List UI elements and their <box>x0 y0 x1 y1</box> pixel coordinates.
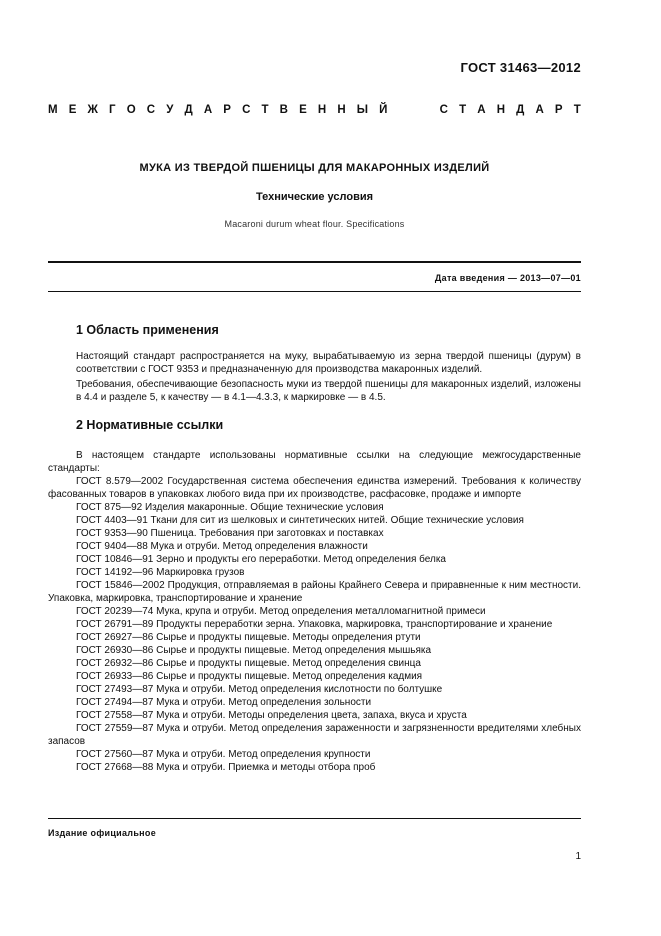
banner-letter: Т <box>573 104 581 116</box>
banner-letter: Т <box>261 104 269 116</box>
banner-letter: О <box>126 104 136 116</box>
reference-item: ГОСТ 27559—87 Мука и отруби. Метод определения зараженности и загрязненности вредителями хлебных запасов <box>48 723 581 747</box>
reference-item: ГОСТ 26791—89 Продукты переработки зерна. Упаковка, маркировка, транспортирование и хранение <box>76 619 553 630</box>
document-number: ГОСТ 31463—2012 <box>460 60 581 75</box>
banner-letter: С <box>242 104 251 116</box>
paragraph-text: Настоящий стандарт распространяется на муку, вырабатываемую из зерна твердой пшеницы (дурум) в соответствии с ГОСТ 9353 и предназначенную для производства макаронных изделий. <box>76 351 581 375</box>
title-divider <box>48 261 581 263</box>
banner-letter: Р <box>223 104 231 116</box>
reference-item: ГОСТ 27558—87 Мука и отруби. Методы определения цвета, запаха, вкуса и хруста <box>76 710 467 721</box>
banner-letter: А <box>203 104 213 116</box>
official-edition-label: Издание официальное <box>48 828 157 838</box>
section-1-paragraph-1 <box>48 350 581 376</box>
banner-letter: Н <box>496 104 506 116</box>
reference-item: ГОСТ 26930—86 Сырье и продукты пищевые. Метод определения мышьяка <box>76 645 432 656</box>
banner-letter: Е <box>299 104 307 116</box>
english-title: Macaroni durum wheat flour. Specifications <box>224 219 405 229</box>
banner-letter: А <box>477 104 486 116</box>
interstate-standard-banner <box>48 104 581 116</box>
banner-letter: С <box>146 104 156 116</box>
banner-letter: В <box>279 104 288 116</box>
reference-item: ГОСТ 9353—90 Пшеница. Требования при заготовках и поставках <box>76 528 384 539</box>
banner-letter: Н <box>337 104 346 116</box>
section-2-heading: 2 Нормативные ссылки <box>76 418 224 432</box>
introduction-date: Дата введения — 2013—07—01 <box>434 273 581 283</box>
date-divider <box>48 291 581 292</box>
reference-item: ГОСТ 20239—74 Мука, крупа и отруби. Метод определения металломагнитной примеси <box>76 606 486 617</box>
reference-item: ГОСТ 4403—91 Ткани для сит из шелковых и синтетических нитей. Общие технические условия <box>76 515 524 526</box>
banner-letter: Н <box>317 104 327 116</box>
document-subtitle: Технические условия <box>255 191 374 203</box>
reference-item: ГОСТ 26933—86 Сырье и продукты пищевые. Метод определения кадмия <box>76 671 423 682</box>
banner-letter: Д <box>184 104 193 116</box>
reference-item: ГОСТ 27560—87 Мука и отруби. Метод определения крупности <box>76 749 371 760</box>
reference-item: ГОСТ 27494—87 Мука и отруби. Метод определения зольности <box>76 697 372 708</box>
banner-letter: Й <box>379 104 388 116</box>
banner-letter: А <box>535 104 544 116</box>
reference-item: ГОСТ 26927—86 Сырье и продукты пищевые. Методы определения ртути <box>76 632 421 643</box>
reference-item: ГОСТ 8.579—2002 Государственная система обеспечения единства измерений. Требования к количеству фасованных товаров в упаковках любого вида при их производстве, расфасовке, продаже и импорте <box>48 476 581 500</box>
banner-letter: Е <box>68 104 77 116</box>
banner-letter: У <box>166 104 174 116</box>
banner-letter: М <box>48 104 58 116</box>
banner-word-gap <box>399 104 429 116</box>
banner-letter: Т <box>459 104 467 116</box>
reference-item: ГОСТ 27493—87 Мука и отруби. Метод определения кислотности по болтушке <box>76 684 443 695</box>
banner-letter: С <box>439 104 448 116</box>
reference-item: ГОСТ 15846—2002 Продукция, отправляемая в районы Крайнего Севера и приравненные к ним местности. Упаковка, маркировка, транспортирование и хранение <box>48 580 581 604</box>
paragraph-text: Требования, обеспечивающие безопасность муки из твердой пшеницы для макаронных изделий, изложены в 4.4 и разделе 5, к качеству — в 4.1—4.3.3, к маркировке — в 4.5. <box>76 379 581 403</box>
reference-item: ГОСТ 26932—86 Сырье и продукты пищевые. Метод определения свинца <box>76 658 421 669</box>
section-1-paragraph-2 <box>48 378 581 404</box>
document-title: МУКА ИЗ ТВЕРДОЙ ПШЕНИЦЫ ДЛЯ МАКАРОННЫХ ИЗДЕЛИЙ <box>139 162 490 174</box>
page-number: 1 <box>575 851 581 862</box>
section-2-intro: В настоящем стандарте использованы нормативные ссылки на следующие межгосударственные стандарты: <box>48 450 581 474</box>
reference-item: ГОСТ 10846—91 Зерно и продукты его переработки. Метод определения белка <box>76 554 446 565</box>
footer-divider <box>48 818 581 819</box>
banner-letter: Г <box>109 104 116 116</box>
reference-item: ГОСТ 875—92 Изделия макаронные. Общие технические условия <box>76 502 384 513</box>
normative-references-list <box>48 449 581 774</box>
banner-letter: Р <box>554 104 563 116</box>
section-1-heading: 1 Область применения <box>76 323 219 337</box>
reference-item: ГОСТ 9404—88 Мука и отруби. Метод определения влажности <box>76 541 368 552</box>
reference-item: ГОСТ 14192—96 Маркировка грузов <box>76 567 245 578</box>
banner-letter: Д <box>516 104 525 116</box>
reference-item: ГОСТ 27668—88 Мука и отруби. Приемка и методы отбора проб <box>76 762 376 773</box>
banner-letter: Ы <box>356 104 369 116</box>
banner-letter: Ж <box>87 104 98 116</box>
